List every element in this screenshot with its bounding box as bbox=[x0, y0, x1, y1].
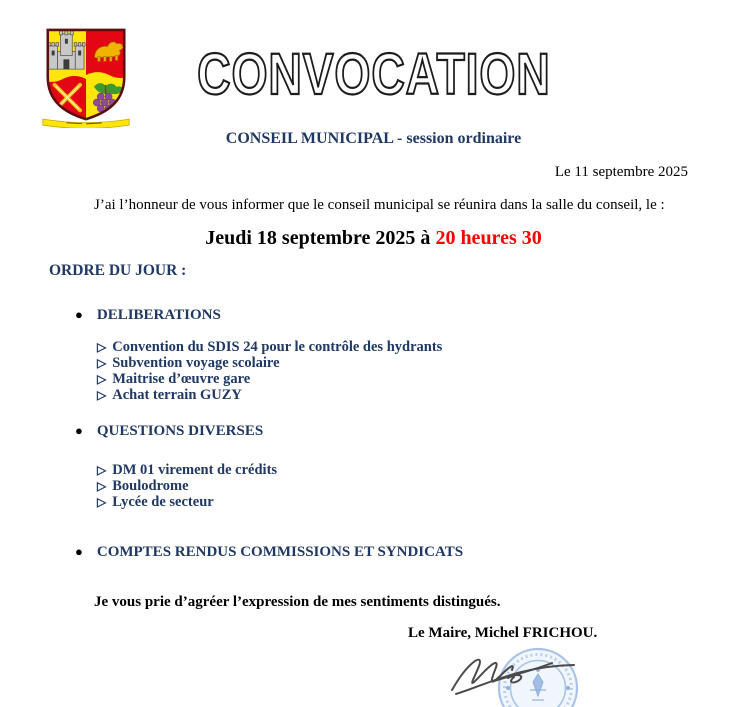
bullet-icon: ● bbox=[75, 423, 83, 438]
triangle-marker-icon: ▷ bbox=[97, 495, 107, 509]
signoff-line: Le Maire, Michel FRICHOU. bbox=[408, 625, 598, 641]
agenda-sub-item: ▷ Achat terrain GUZY bbox=[97, 387, 242, 403]
agenda-sub-item: ▷ DM 01 virement de crédits bbox=[97, 462, 278, 478]
subtitle: CONSEIL MUNICIPAL - session ordinaire bbox=[225, 130, 522, 147]
closing-formula: Je vous prie d’agréer l’expression de mes sentiments distingués. bbox=[94, 594, 501, 610]
agenda-sub-item: ▷ Subvention voyage scolaire bbox=[97, 355, 280, 371]
meeting-time: 20 heures 30 bbox=[435, 227, 542, 249]
intro-paragraph: J’ai l’honneur de vous informer que le conseil municipal se réunira dans la salle du conseil, le : bbox=[94, 197, 665, 213]
order-heading: ORDRE DU JOUR : bbox=[49, 262, 187, 279]
agenda-section-questions-diverses bbox=[75, 423, 747, 439]
triangle-marker-icon: ▷ bbox=[97, 340, 107, 354]
signature-icon bbox=[448, 648, 580, 698]
triangle-marker-icon: ▷ bbox=[97, 388, 107, 402]
triangle-marker-icon: ▷ bbox=[97, 356, 107, 370]
triangle-marker-icon: ▷ bbox=[97, 372, 107, 386]
date-line: Le 11 septembre 2025 bbox=[554, 164, 688, 180]
agenda-sub-item: ▷ Convention du SDIS 24 pour le contrôle des hydrants bbox=[97, 339, 443, 355]
meeting-datetime bbox=[0, 227, 747, 249]
coat-of-arms-icon bbox=[40, 26, 132, 128]
bullet-icon: ● bbox=[75, 307, 83, 322]
agenda-sub-item: ▷ Lycée de secteur bbox=[97, 494, 214, 510]
agenda-section-label: DELIBERATIONS bbox=[96, 307, 221, 323]
agenda-sub-item: ▷ Maitrise d’œuvre gare bbox=[97, 371, 251, 387]
meeting-date: Jeudi 18 septembre 2025 à bbox=[205, 227, 436, 249]
agenda-sub-item: ▷ Boulodrome bbox=[97, 478, 189, 494]
triangle-marker-icon: ▷ bbox=[97, 463, 107, 477]
bullet-icon: ● bbox=[75, 544, 83, 559]
agenda-section-deliberations bbox=[75, 307, 747, 323]
questions-diverses-list bbox=[97, 462, 747, 510]
triangle-marker-icon: ▷ bbox=[97, 479, 107, 493]
agenda-section-label: QUESTIONS DIVERSES bbox=[96, 423, 264, 439]
page-title: CONVOCATION bbox=[196, 42, 551, 107]
deliberations-list bbox=[97, 339, 747, 403]
agenda-section-label: COMPTES RENDUS COMMISSIONS ET SYNDICATS bbox=[96, 544, 464, 560]
agenda-section-comptes-rendus bbox=[75, 544, 747, 560]
